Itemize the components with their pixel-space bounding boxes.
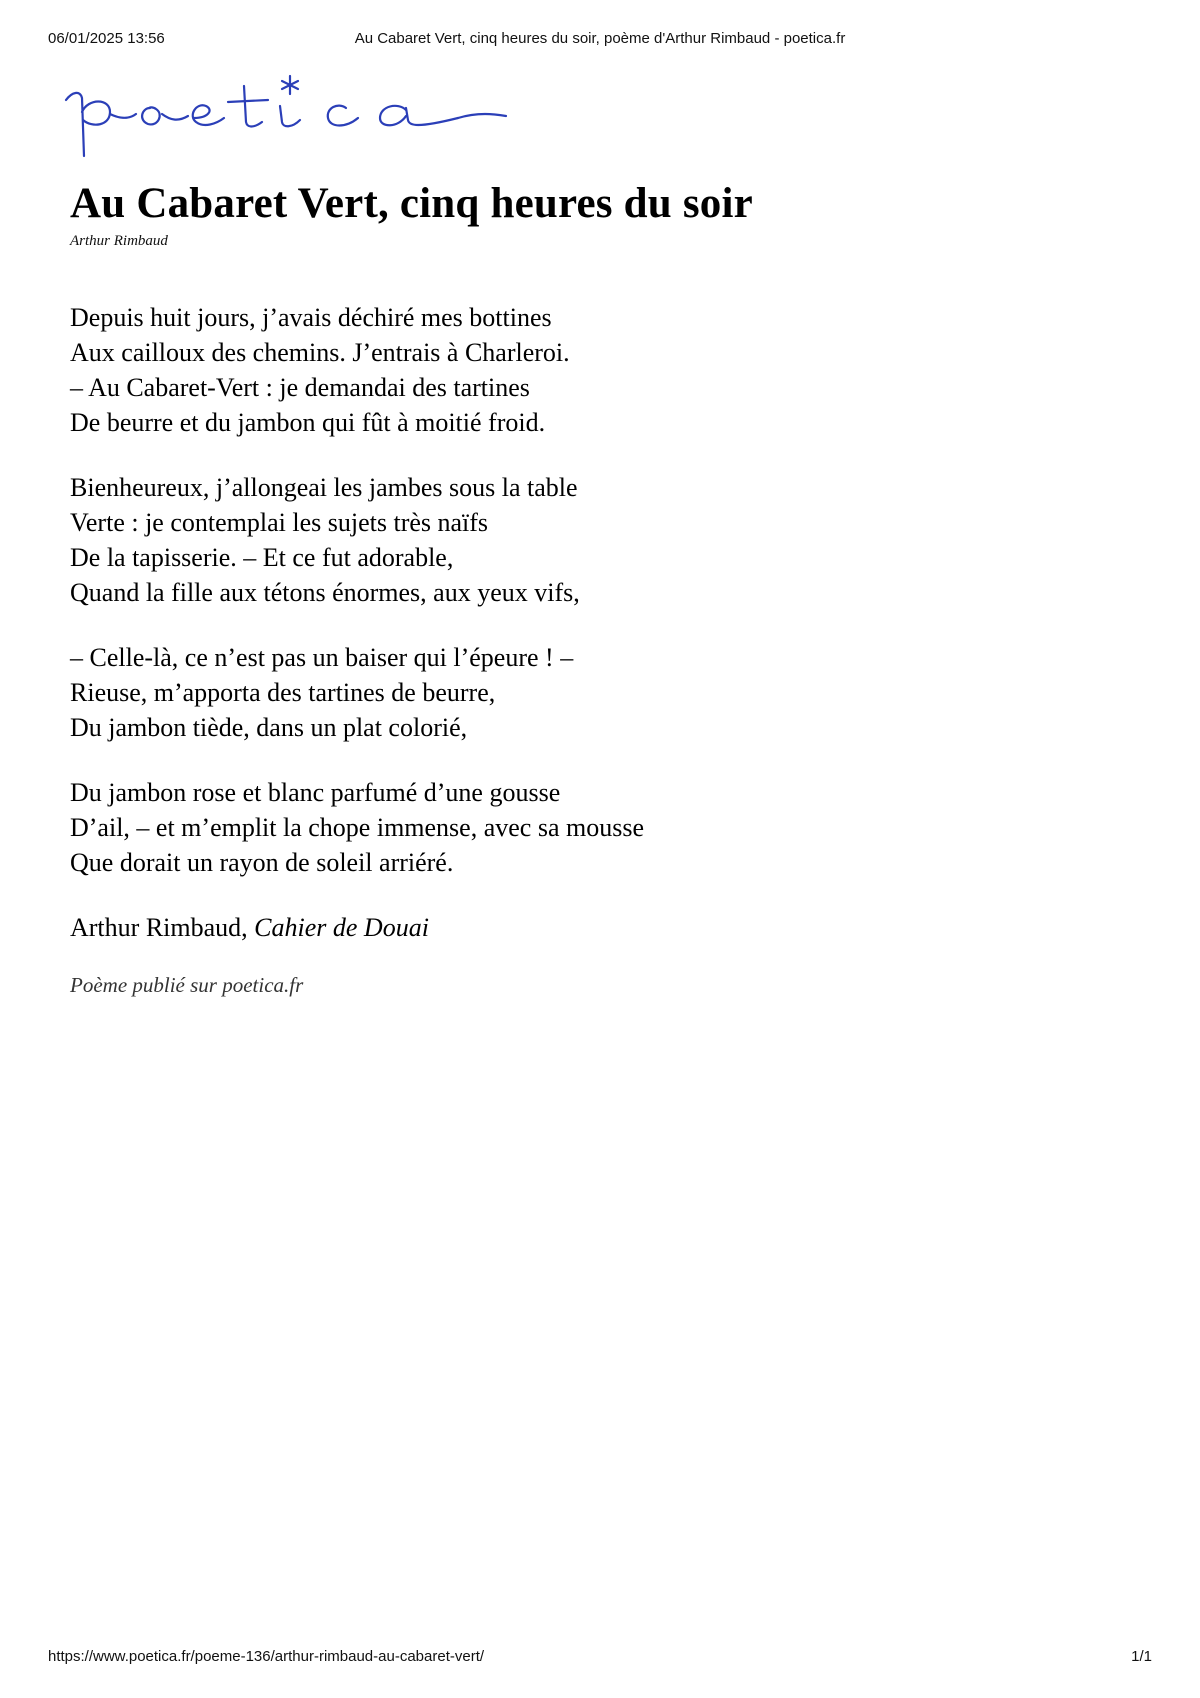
attribution-author: Arthur Rimbaud,	[70, 913, 248, 942]
stanza-2	[70, 470, 1130, 610]
stanza-1	[70, 300, 1130, 440]
verse-line: Du jambon rose et blanc parfumé d’une gousse	[70, 778, 561, 807]
print-document-title: Au Cabaret Vert, cinq heures du soir, poème d'Arthur Rimbaud - poetica.fr	[354, 30, 846, 47]
verse-line: – Celle-là, ce n’est pas un baiser qui l’épeure ! –	[70, 643, 574, 672]
print-url: https://www.poetica.fr/poeme-136/arthur-rimbaud-au-cabaret-vert/	[48, 1648, 485, 1665]
poem-title: Au Cabaret Vert, cinq heures du soir	[70, 180, 753, 227]
print-footer	[48, 1648, 1152, 1668]
verse-line: Verte : je contemplai les sujets très naïfs	[70, 508, 489, 537]
verse-line: Depuis huit jours, j’avais déchiré mes bottines	[70, 303, 552, 332]
verse-line: Bienheureux, j’allongeai les jambes sous la table	[70, 473, 578, 502]
verse-line: De beurre et du jambon qui fût à moitié froid.	[70, 408, 546, 437]
print-datetime: 06/01/2025 13:56	[48, 30, 165, 47]
poem-body	[70, 300, 1130, 880]
verse-line: Rieuse, m’apporta des tartines de beurre,	[70, 678, 496, 707]
verse-line: Quand la fille aux tétons énormes, aux yeux vifs,	[70, 578, 580, 607]
author-byline[interactable]: Arthur Rimbaud	[70, 233, 168, 249]
verse-line: Que dorait un rayon de soleil arriéré.	[70, 848, 454, 877]
print-header	[48, 30, 1152, 50]
page-number: 1/1	[1131, 1648, 1152, 1665]
publication-note: Poème publié sur poetica.fr	[70, 973, 304, 997]
poetica-logo-icon	[58, 72, 508, 162]
poem-attribution	[70, 910, 1130, 945]
verse-line: – Au Cabaret-Vert : je demandai des tartines	[70, 373, 530, 402]
verse-line: De la tapisserie. – Et ce fut adorable,	[70, 543, 454, 572]
verse-line: D’ail, – et m’emplit la chope immense, avec sa mousse	[70, 813, 644, 842]
verse-line: Du jambon tiède, dans un plat colorié,	[70, 713, 468, 742]
poem-content	[70, 178, 1130, 999]
stanza-4	[70, 775, 1130, 880]
attribution-work: Cahier de Douai	[254, 913, 429, 942]
verse-line: Aux cailloux des chemins. J’entrais à Charleroi.	[70, 338, 570, 367]
stanza-3	[70, 640, 1130, 745]
poetica-logo[interactable]	[58, 72, 508, 162]
